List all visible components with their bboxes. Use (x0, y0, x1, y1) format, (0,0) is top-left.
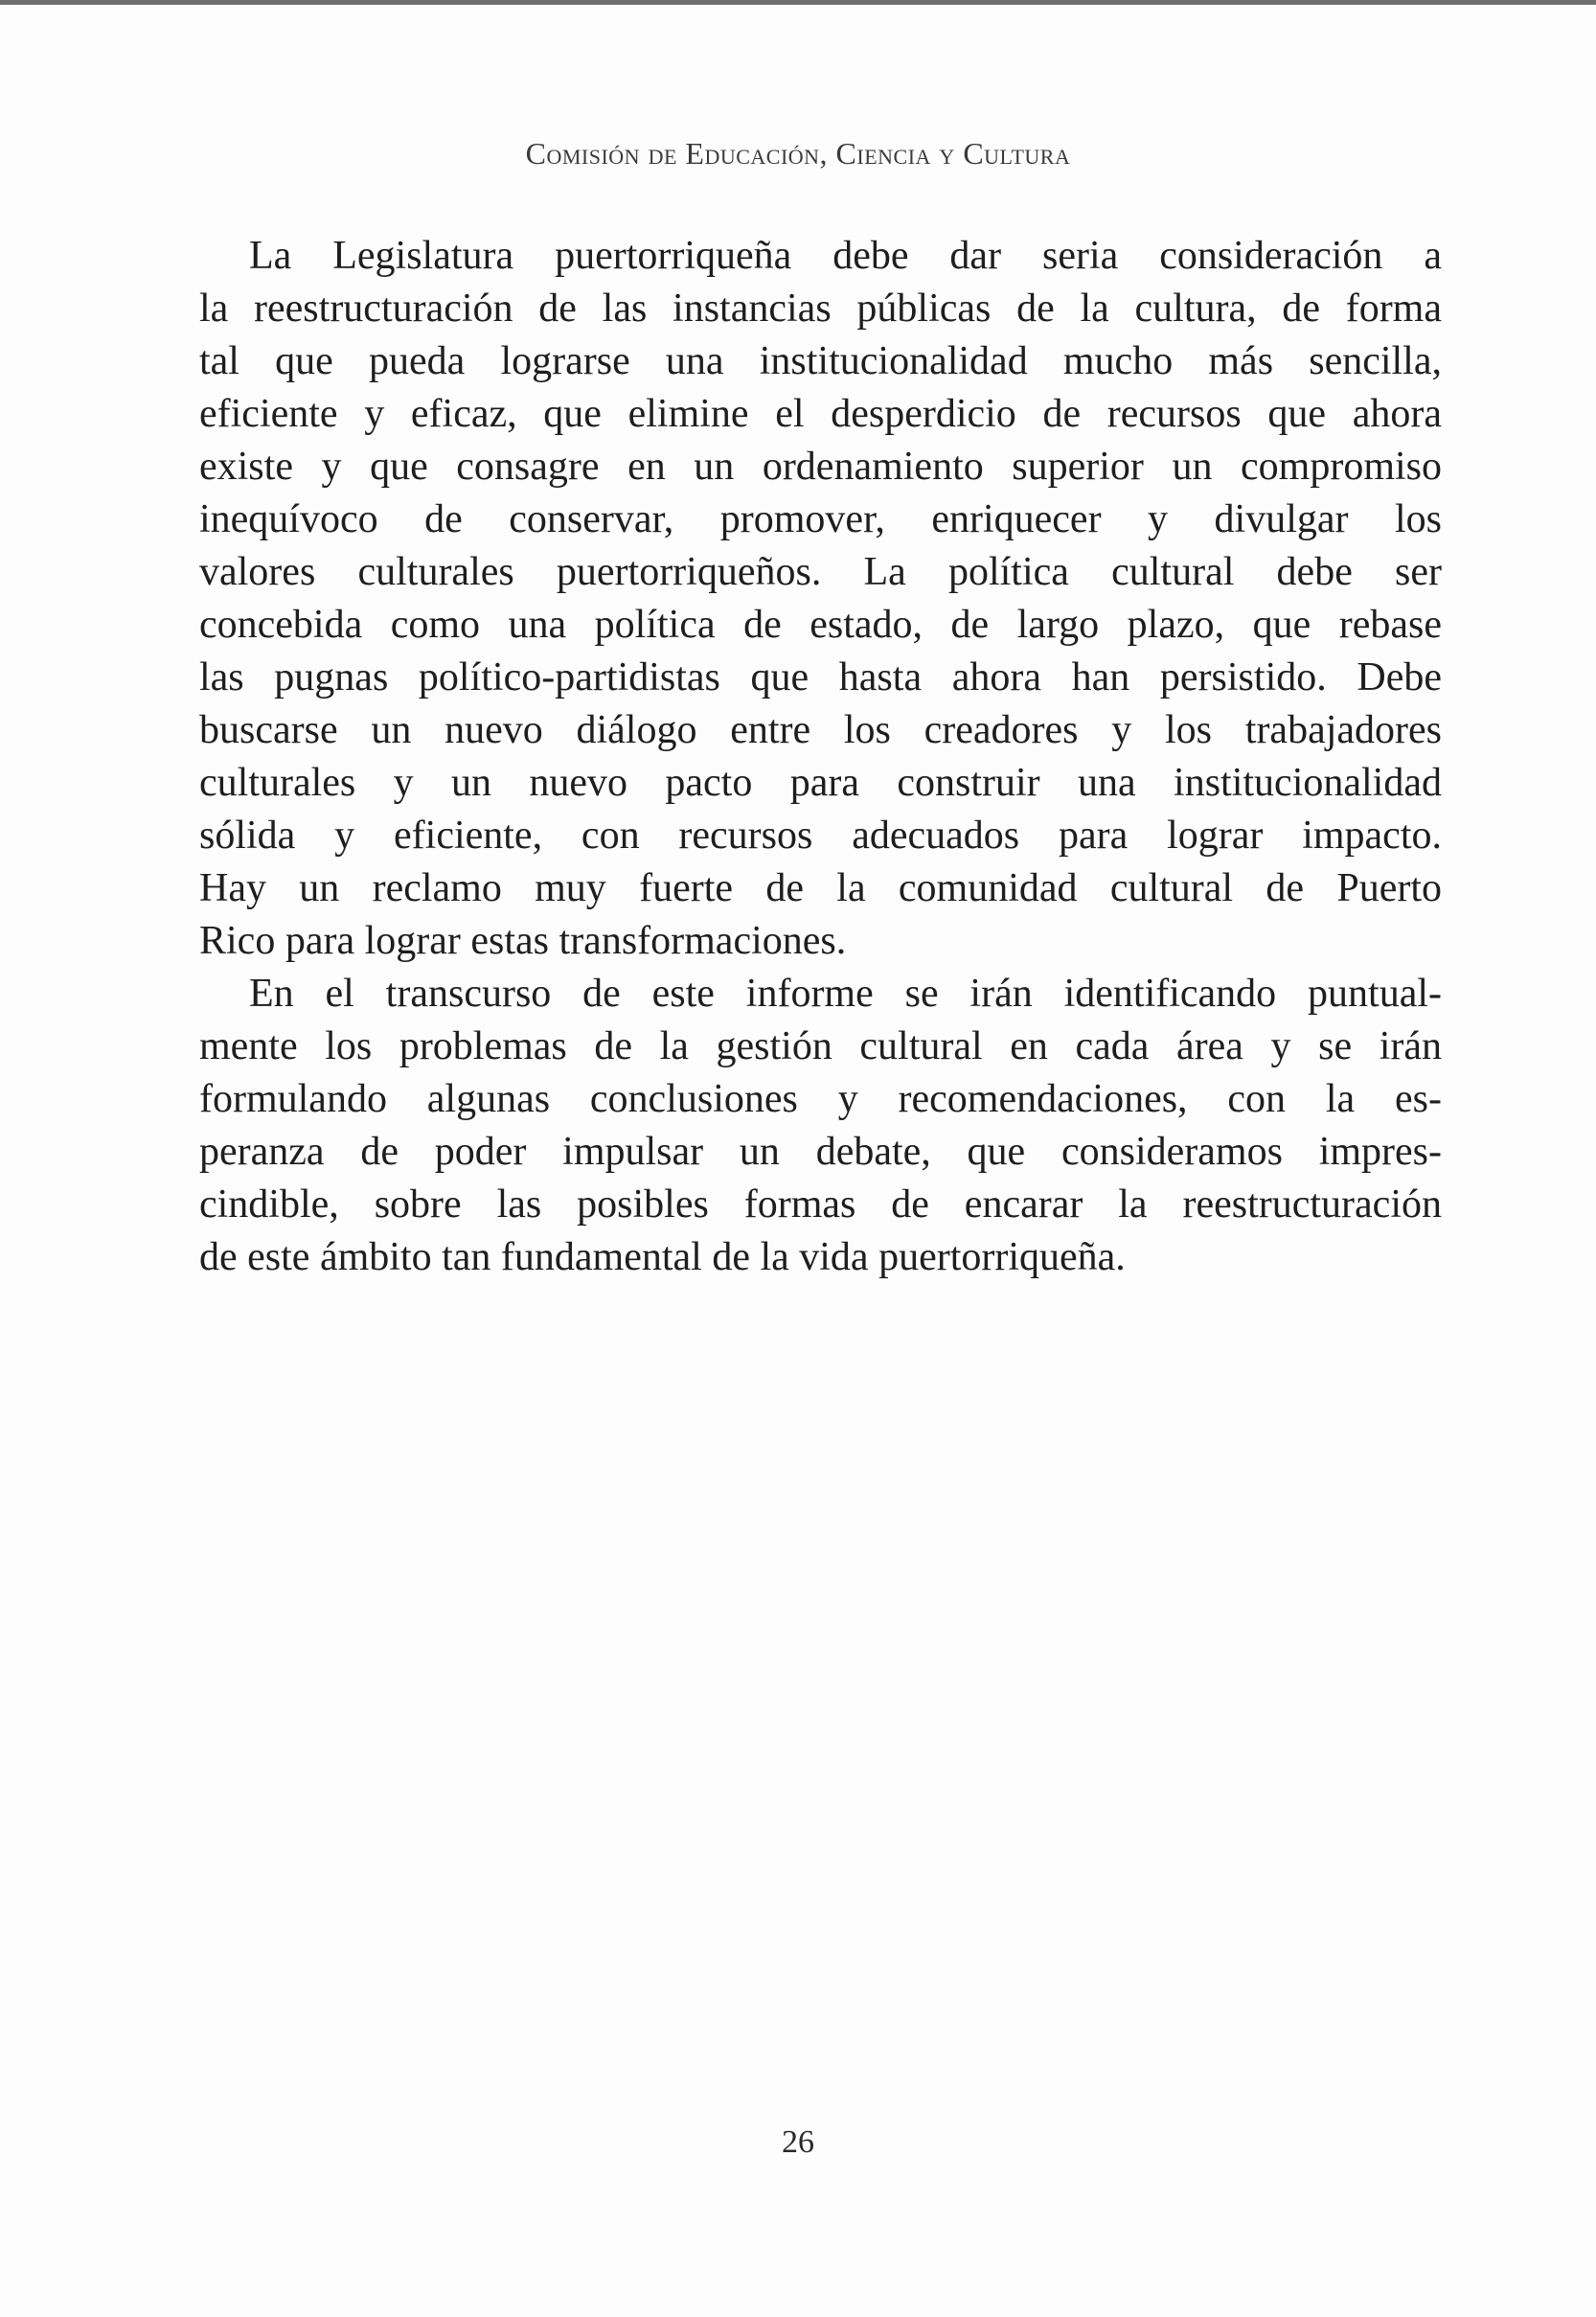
paragraph-2 (199, 968, 1442, 1284)
running-header: Comisión de Educación, Ciencia y Cultura (525, 136, 1071, 171)
text-line: Hay un reclamo muy fuerte de la comunidad cultural de Puerto (199, 866, 1442, 910)
text-line: eficiente y eficaz, que elimine el desperdicio de recursos que ahora (199, 392, 1442, 436)
text-line: existe y que consagre en un ordenamiento superior un compromiso (199, 445, 1442, 489)
text-line: Rico para lograr estas transformaciones. (199, 919, 847, 963)
text-line: sólida y eficiente, con recursos adecuados para lograr impacto. (199, 814, 1442, 858)
top-edge-rule (0, 0, 1596, 5)
page-number: 26 (782, 2124, 814, 2160)
text-line: valores culturales puertorriqueños. La política cultural debe ser (199, 550, 1442, 594)
text-line: de este ámbito tan fundamental de la vida puertorriqueña. (199, 1235, 1126, 1279)
text-line: La Legislatura puertorriqueña debe dar seria consideración a (249, 234, 1442, 278)
text-line: formulando algunas conclusiones y recomendaciones, con la es- (199, 1077, 1442, 1121)
text-line: concebida como una política de estado, de largo plazo, que rebase (199, 603, 1442, 647)
text-line: la reestructuración de las instancias públicas de la cultura, de forma (199, 287, 1442, 331)
text-line: las pugnas político-partidistas que hasta ahora han persistido. Debe (199, 655, 1442, 700)
text-line: mente los problemas de la gestión cultural en cada área y se irán (199, 1024, 1442, 1068)
text-line: En el transcurso de este informe se irán identificando puntual- (249, 972, 1442, 1016)
text-line: cindible, sobre las posibles formas de encarar la reestructuración (199, 1182, 1442, 1227)
text-line: peranza de poder impulsar un debate, que consideramos impres- (199, 1130, 1442, 1174)
body-text (199, 230, 1442, 1284)
text-line: buscarse un nuevo diálogo entre los creadores y los trabajadores (199, 708, 1442, 752)
text-line: inequívoco de conservar, promover, enriquecer y divulgar los (199, 497, 1442, 541)
text-line: culturales y un nuevo pacto para construir una institucionalidad (199, 761, 1442, 805)
paragraph-1 (199, 230, 1442, 968)
text-line: tal que pueda lograrse una institucionalidad mucho más sencilla, (199, 339, 1442, 383)
